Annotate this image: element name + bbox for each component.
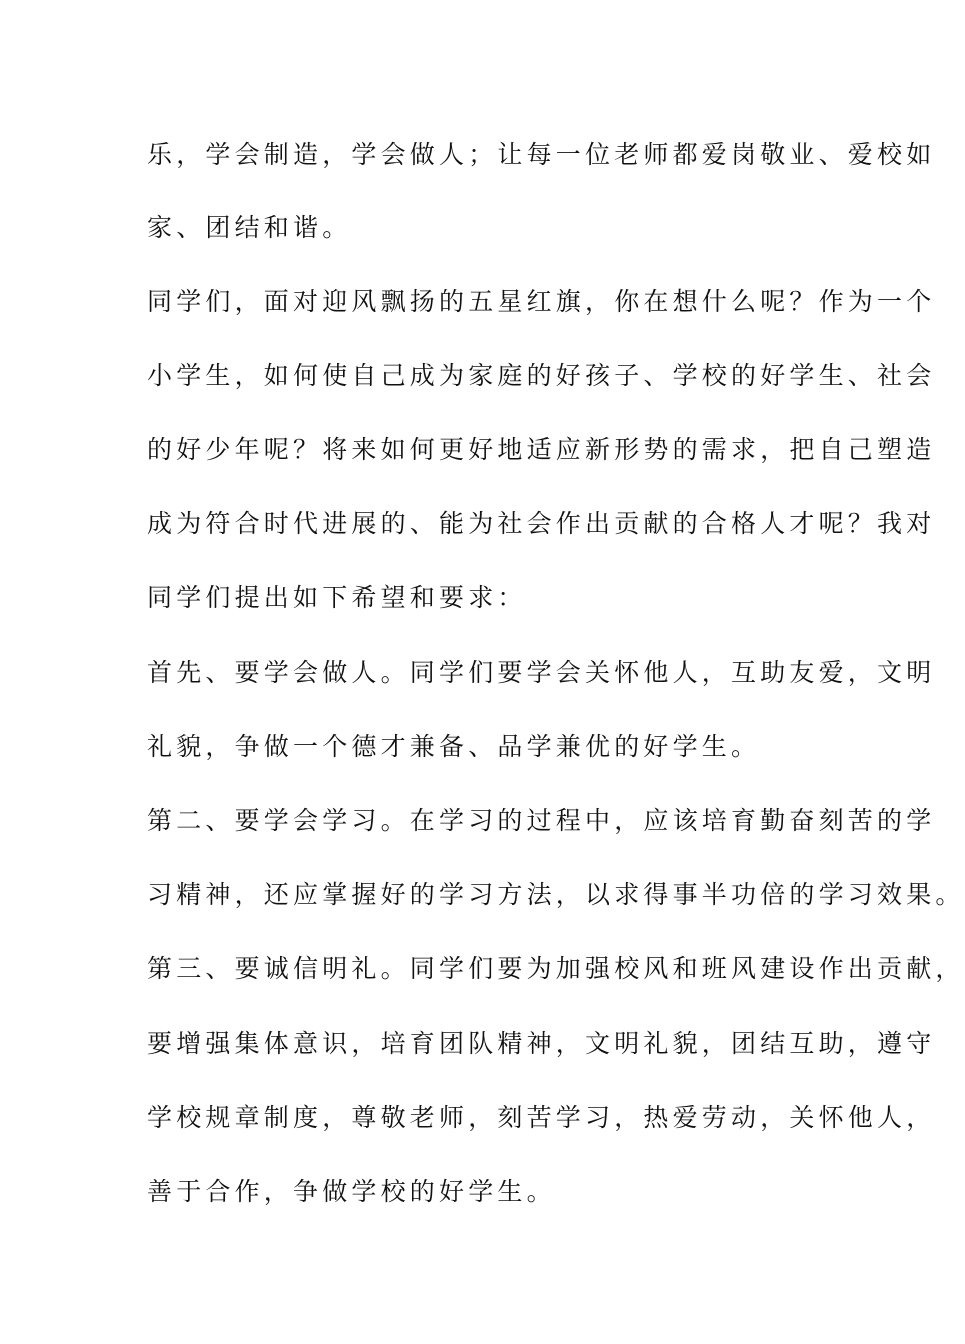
- text-line: 第三、要诚信明礼。同学们要为加强校风和班风建设作出贡献，: [147, 954, 965, 983]
- text-line: 善于合作，争做学校的好学生。: [147, 1177, 556, 1206]
- text-line: 首先、要学会做人。同学们要学会关怀他人，互助友爱，文明: [147, 658, 936, 687]
- text-line: 同学们，面对迎风飘扬的五星红旗，你在想什么呢？作为一个: [147, 287, 936, 316]
- text-line: 家、团结和谐。: [147, 213, 352, 242]
- text-line: 的好少年呢？将来如何更好地适应新形势的需求，把自己塑造: [147, 435, 936, 464]
- text-line: 礼貌，争做一个德才兼备、品学兼优的好学生。: [147, 732, 761, 761]
- text-line: 成为符合时代进展的、能为社会作出贡献的合格人才呢？我对: [147, 509, 936, 538]
- text-line: 乐，学会制造，学会做人；让每一位老师都爱岗敬业、爱校如: [147, 140, 936, 169]
- text-line: 习精神，还应掌握好的学习方法，以求得事半功倍的学习效果。: [147, 880, 965, 909]
- text-line: 要增强集体意识，培育团队精神，文明礼貌，团结互助，遵守: [147, 1029, 936, 1058]
- text-line: 同学们提出如下希望和要求：: [147, 583, 527, 612]
- text-line: 第二、要学会学习。在学习的过程中，应该培育勤奋刻苦的学: [147, 806, 936, 835]
- text-line: 小学生，如何使自己成为家庭的好孩子、学校的好学生、社会: [147, 361, 936, 390]
- text-line: 学校规章制度，尊敬老师，刻苦学习，热爱劳动，关怀他人，: [147, 1103, 936, 1132]
